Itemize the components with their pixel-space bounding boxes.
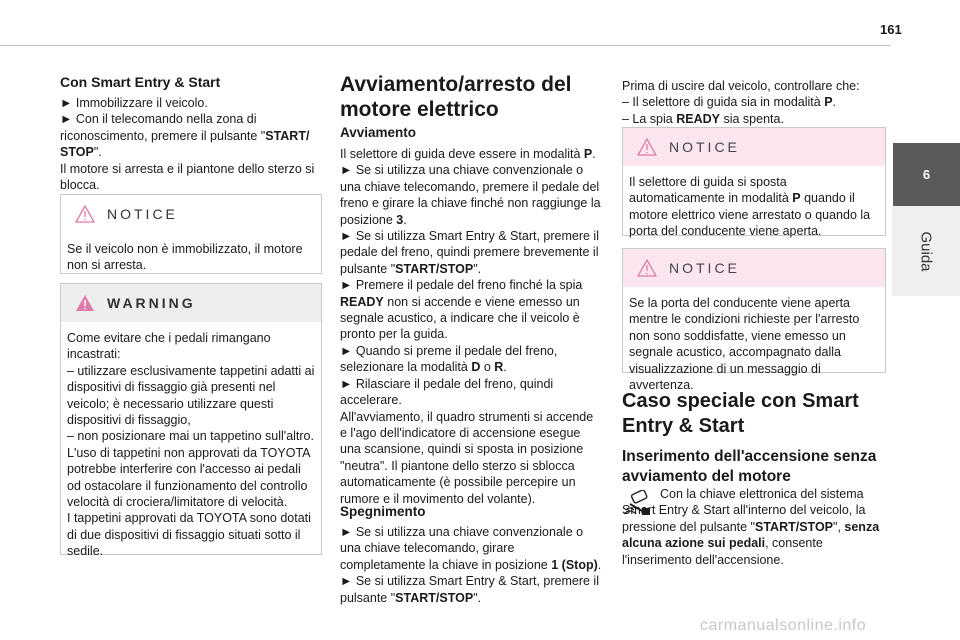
notice-text: Il selettore di guida si sposta automaticamente in modalità P quando il motore elettrico viene arrestato o quando la porta del conducente viene aperta. bbox=[629, 175, 871, 239]
special-case-text: Con la chiave elettronica del sistema Smart Entry & Start all'interno del veicolo, la pressione del pulsante "START/STOP", senza alcuna azione sui pedali, consente l'inserimento dell'accensione. bbox=[622, 487, 880, 567]
chapter-tab[interactable]: 6 bbox=[893, 143, 960, 206]
page-number: 161 bbox=[880, 22, 902, 37]
text-line: – La spia READY sia spenta. bbox=[622, 111, 784, 126]
notice-text: Se il veicolo non è immobilizzato, il motore non si arresta. bbox=[67, 242, 303, 273]
text-line: ► Se si utilizza Smart Entry & Start, premere il pulsante "START/STOP". bbox=[340, 574, 599, 605]
text-line: All'avviamento, il quadro strumenti si accende e l'ago dell'indicatore di accensione esegue una scansione, quindi si sposta in posizione "neutra". Il piantone dello sterzo si sblocca automaticamente (è possibile percepire un rumore e il movimento del volante). bbox=[340, 409, 594, 506]
page-title: Avviamento/arresto del motore elettrico bbox=[340, 73, 572, 121]
subheading-spegnimento: Spegnimento bbox=[340, 504, 426, 519]
text-line: Prima di uscire dal veicolo, controllare che: bbox=[622, 79, 860, 93]
notice-box bbox=[60, 194, 322, 274]
warning-triangle-icon bbox=[637, 138, 657, 156]
warning-triangle-icon bbox=[637, 259, 657, 277]
notice-title: NOTICE bbox=[669, 259, 740, 276]
header-divider bbox=[0, 45, 890, 46]
text-line: ► Se si utilizza Smart Entry & Start, premere il pedale del freno, quindi premere brevemente il pulsante "START/STOP". bbox=[340, 229, 599, 276]
warning-line: L'uso di tappetini non approvati da TOYOTA potrebbe interferire con l'accesso ai pedali od ostacolare il funzionamento del controllo velocità di crociera/limitatore di velocità. bbox=[67, 445, 310, 510]
spegnimento-text bbox=[340, 524, 602, 606]
text-line: Il selettore di guida deve essere in modalità P. bbox=[340, 147, 596, 161]
warning-line: Come evitare che i pedali rimangano incastrati: bbox=[67, 331, 271, 362]
notice-header bbox=[623, 128, 885, 166]
avviamento-text bbox=[340, 146, 602, 507]
notice-title: NOTICE bbox=[107, 205, 178, 222]
text-line: ► Se si utilizza una chiave convenzionale o una chiave telecomando, premere il pedale del freno e girare la chiave finché non raggiunge la posizione 3. bbox=[340, 163, 601, 227]
subheading-ignition: Inserimento dell'accensione senza avviamento del motore bbox=[622, 448, 877, 485]
warning-line: I tappetini approvati da TOYOTA sono dotati di due dispositivi di fissaggio situati sotto il sedile. bbox=[67, 511, 311, 559]
section-heading-smart-entry: Con Smart Entry & Start bbox=[60, 74, 221, 90]
notice-header bbox=[623, 249, 885, 287]
warning-line: – non posizionare mai un tappetino sull'altro. bbox=[67, 429, 314, 444]
text-line: ► Se si utilizza una chiave convenzionale o una chiave telecomando, girare completamente la chiave in posizione 1 (Stop). bbox=[340, 525, 602, 572]
text-line: ► Premere il pedale del freno finché la spia READY non si accende e viene emesso un segnale acustico, a indicare che il veicolo è pronto per la guida. bbox=[340, 278, 583, 342]
section-title-special-case: Caso speciale con Smart Entry & Start bbox=[622, 390, 859, 437]
step-line: ► Immobilizzare il veicolo. bbox=[60, 96, 208, 110]
subheading-avviamento: Avviamento bbox=[340, 125, 417, 140]
chapter-label-text: Guida bbox=[917, 230, 935, 272]
step-line: ► Con il telecomando nella zona di riconoscimento, premere il pulsante "START/ STOP". bbox=[60, 112, 310, 160]
warning-triangle-icon bbox=[75, 294, 95, 312]
warning-title: WARNING bbox=[107, 294, 196, 311]
text-line: – Il selettore di guida sia in modalità P. bbox=[622, 95, 837, 110]
warning-triangle-icon bbox=[75, 205, 95, 223]
warning-box bbox=[60, 283, 322, 559]
notice-header bbox=[61, 195, 321, 233]
chapter-label bbox=[892, 206, 960, 296]
smart-entry-steps bbox=[60, 95, 322, 193]
text-line: ► Rilasciare il pedale del freno, quindi accelerare. bbox=[340, 376, 554, 408]
notice-box bbox=[622, 127, 886, 239]
notice-title: NOTICE bbox=[669, 138, 740, 155]
step-line: Il motore si arresta e il piantone dello sterzo si blocca. bbox=[60, 161, 315, 193]
warning-header bbox=[61, 284, 321, 322]
exit-check-text bbox=[622, 78, 886, 127]
watermark: carmanualsonline.info bbox=[700, 617, 867, 634]
notice-box bbox=[622, 248, 886, 393]
warning-text bbox=[61, 322, 321, 568]
notice-text: Se la porta del conducente viene aperta mentre le condizioni richieste per l'arresto non sono soddisfatte, viene emesso un segnale acustico, accompagnato dalla visualizzazione di un messaggio di avvertenza. bbox=[629, 296, 860, 393]
text-line: ► Quando si preme il pedale del freno, selezionare la modalità D o R. bbox=[340, 343, 558, 375]
warning-line: – utilizzare esclusivamente tappetini adatti ai dispositivi di fissaggio già presenti nel veicolo; è necessario utilizzare questi dispositivi di fissaggio, bbox=[67, 363, 315, 428]
